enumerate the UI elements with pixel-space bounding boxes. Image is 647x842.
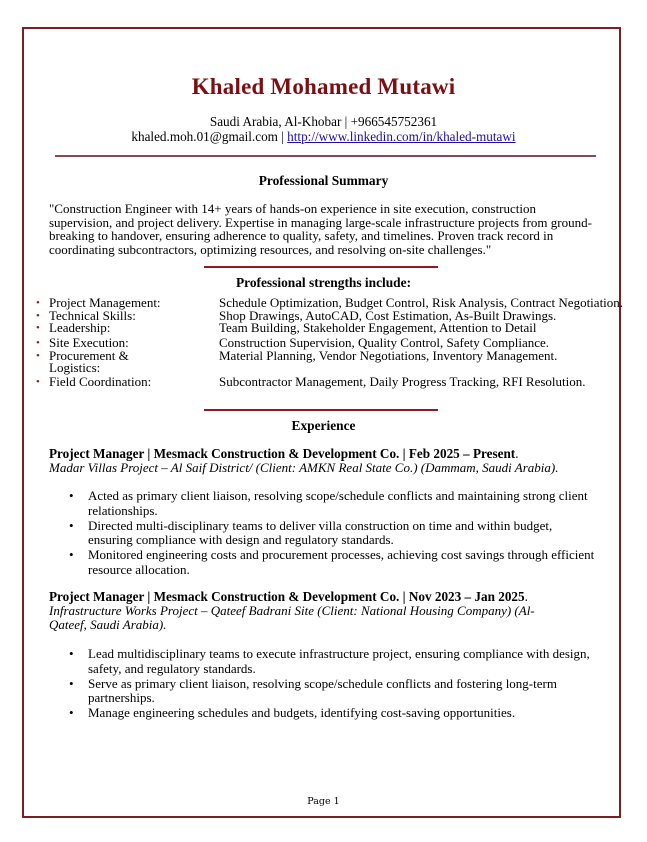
strength-label: Technical Skills:	[49, 307, 136, 323]
job-duties	[69, 647, 599, 721]
duty-text: Acted as primary client liaison, resolving scope/schedule conflicts and maintaining strong client relationships.	[88, 488, 588, 518]
strength-value: Construction Supervision, Quality Control, Safety Compliance.	[219, 335, 550, 350]
strength-label: Procurement & Logistics:	[49, 347, 129, 375]
strength-item	[30, 373, 620, 389]
bullet-icon: •	[69, 646, 74, 661]
duty-text: Directed multi-disciplinary teams to deliver villa construction on time and within budget, ensuring compliance with design and regulatory standards.	[88, 517, 553, 547]
summary-heading: Professional Summary	[258, 173, 389, 188]
job-title-period: .	[524, 589, 528, 604]
strength-label: Project Management:	[49, 295, 161, 310]
bullet-icon: •	[69, 488, 74, 503]
job-project: Infrastructure Works Project – Qateef Badrani Site (Client: National Housing Company) (Al-Qateef, Saudi Arabia).	[49, 603, 535, 632]
header-divider	[55, 155, 596, 157]
duty-text: Monitored engineering costs and procurement processes, achieving cost savings through efficient resource allocation.	[88, 547, 595, 577]
email-text: khaled.moh.01@gmail.com	[131, 129, 278, 144]
duty-text: Manage engineering schedules and budgets, identifying cost-saving opportunities.	[88, 705, 516, 720]
duty-item	[69, 677, 599, 706]
experience-heading: Experience	[291, 418, 356, 433]
bullet-icon: •	[36, 322, 40, 334]
bullet-icon: •	[36, 349, 40, 362]
bullet-icon: •	[69, 547, 74, 562]
bullet-icon: •	[69, 517, 74, 533]
candidate-name: Khaled Mohamed Mutawi	[191, 74, 456, 99]
strengths-divider	[204, 266, 438, 268]
strength-value: Material Planning, Vendor Negotiations, Inventory Management.	[219, 347, 558, 363]
page-number: Page 1	[307, 796, 340, 807]
bullet-icon: •	[36, 309, 40, 322]
strength-item	[30, 347, 620, 376]
contact-line	[0, 129, 647, 145]
bullet-icon: •	[36, 375, 40, 388]
bullet-icon: •	[69, 675, 74, 691]
bullet-icon: •	[36, 337, 40, 349]
strength-label: Site Execution:	[49, 335, 129, 350]
duty-text: Lead multidisciplinary teams to execute infrastructure project, ensuring compliance with design, safety, and regulatory standards.	[88, 646, 590, 676]
job-project: Madar Villas Project – Al Saif District/ (Client: AMKN Real State Co.) (Dammam, Saudi Arabia).	[49, 460, 559, 475]
duty-item	[69, 548, 599, 577]
strengths-heading: Professional strengths include:	[235, 275, 412, 290]
duty-item	[69, 519, 599, 548]
strength-value: Subcontractor Management, Daily Progress Tracking, RFI Resolution.	[219, 373, 586, 389]
linkedin-link[interactable]: http://www.linkedin.com/in/khaled-mutawi	[287, 129, 516, 144]
strength-value: Team Building, Stakeholder Engagement, Attention to Detail	[219, 320, 537, 335]
job-title-period: .	[515, 446, 519, 461]
strength-value: Shop Drawings, AutoCAD, Cost Estimation, As-Built Drawings.	[219, 307, 557, 323]
duty-text: Serve as primary client liaison, resolving scope/schedule conflicts and fostering long-term partnerships.	[88, 675, 557, 705]
bullet-icon: •	[69, 705, 74, 720]
duty-item	[69, 489, 599, 518]
bullet-icon: •	[36, 297, 40, 309]
experience-divider	[204, 409, 438, 411]
strength-label: Leadership:	[49, 320, 111, 335]
job-title-text: Project Manager | Mesmack Construction & Development Co. | Feb 2025 – Present	[49, 446, 516, 461]
location-phone: Saudi Arabia, Al-Khobar | +966545752361	[209, 114, 438, 129]
strength-value: Schedule Optimization, Budget Control, Risk Analysis, Contract Negotiation.	[219, 295, 624, 310]
duty-item	[69, 706, 599, 721]
strengths-list	[30, 295, 624, 389]
contact-separator: |	[277, 129, 288, 144]
job-title-text: Project Manager | Mesmack Construction & Development Co. | Nov 2023 – Jan 2025	[49, 589, 525, 604]
duty-item	[69, 647, 599, 676]
strength-label: Field Coordination:	[49, 373, 152, 389]
summary-text: "Construction Engineer with 14+ years of hands-on experience in site execution, construction supervision, and project delivery. Expertise in managing large-scale infrastructure projects from ground-breaking to handover, ensuring adherence to quality, safety, and timelines. Proven track record in coordinating subcontractors, optimizing resources, and resolving on-site challenges."	[49, 201, 592, 257]
job-duties	[69, 489, 599, 578]
